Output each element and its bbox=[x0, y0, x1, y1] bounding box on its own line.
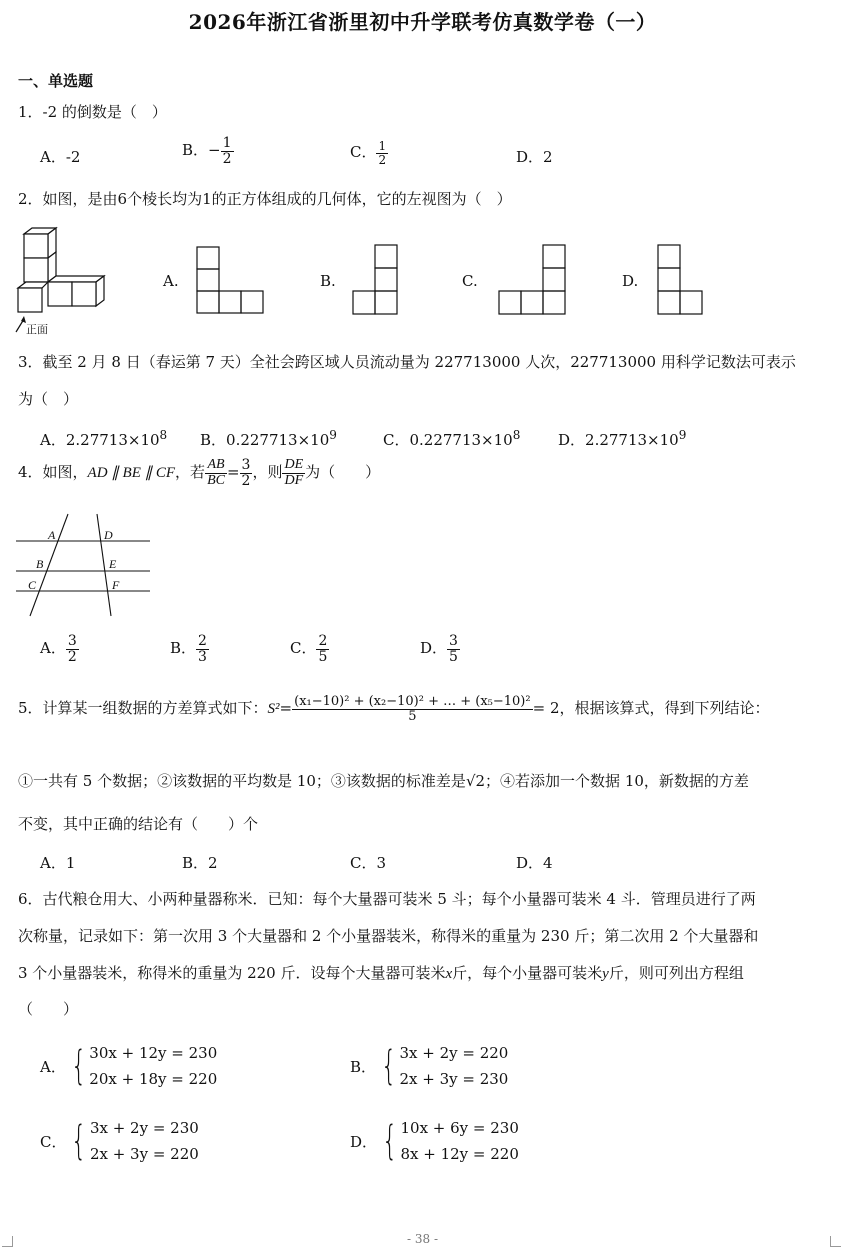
q4-three-two-fraction bbox=[240, 458, 253, 488]
q4-suffix: 为（ ） bbox=[305, 463, 381, 482]
q1-c-fraction bbox=[376, 140, 388, 166]
q1-b-den: 2 bbox=[222, 150, 232, 167]
q1-option-b[interactable] bbox=[182, 136, 234, 166]
q3-d-exp: 9 bbox=[678, 428, 687, 442]
q5-denominator: 5 bbox=[408, 708, 417, 724]
q4-d-num: 3 bbox=[449, 633, 458, 649]
q2-cube-figure bbox=[14, 224, 114, 336]
question-3-stem-line1: 3．截至 2 月 8 日（春运第 7 天）全社会跨区域人员流动量为 227713000 人次，227713000 用科学记数法可表示 bbox=[18, 353, 796, 371]
q6-line3c: 斤，则可列出方程组 bbox=[608, 964, 744, 982]
q5-sqrt2: √2 bbox=[465, 772, 486, 790]
label-e: E bbox=[109, 557, 117, 571]
q1-c-den: 2 bbox=[378, 152, 387, 167]
q4-option-b[interactable] bbox=[170, 634, 209, 664]
q2-option-b-figure[interactable] bbox=[352, 244, 402, 316]
q3-c-label: C． bbox=[383, 431, 410, 449]
q6-b-label: B． bbox=[350, 1057, 377, 1076]
label-f: F bbox=[112, 578, 120, 592]
q6-option-d[interactable] bbox=[350, 1115, 519, 1167]
q4-c-den: 5 bbox=[318, 648, 328, 665]
question-2-stem: 2．如图，是由6个棱长均为1的正方体组成的几何体，它的左视图为（ ） bbox=[18, 190, 512, 208]
q5-option-a[interactable]: A．1 bbox=[40, 854, 76, 872]
q4-d-den: 5 bbox=[449, 648, 458, 665]
q4-then: ，则 bbox=[252, 463, 283, 482]
q4-parallel: AD ∥ BE ∥ CF bbox=[87, 465, 176, 482]
q3-option-b[interactable] bbox=[200, 428, 337, 450]
brace-icon: { bbox=[382, 1118, 398, 1164]
q6-d-label: D． bbox=[350, 1132, 378, 1151]
q4-bc: BC bbox=[207, 472, 225, 488]
section-heading: 一、单选题 bbox=[18, 72, 94, 90]
q1-c-label: C． bbox=[350, 143, 377, 162]
q1-c-num: 1 bbox=[378, 139, 387, 153]
brace-icon: { bbox=[70, 1043, 87, 1089]
q6-x: x bbox=[445, 966, 453, 982]
q5-option-b[interactable]: B．2 bbox=[182, 854, 218, 872]
q6-b-eq1: 3x + 2y = 220 bbox=[399, 1044, 509, 1062]
q5-line2a: ①一共有 5 个数据；②该数据的平均数是 10；③该数据的标准差是 bbox=[18, 772, 466, 790]
q5-eq: = bbox=[279, 699, 293, 718]
q6-c-label: C． bbox=[40, 1132, 67, 1151]
q5-numerator: (x₁−10)² + (x₂−10)² + … + (x₅−10)² bbox=[294, 694, 531, 709]
q4-de-df-fraction bbox=[282, 458, 305, 488]
q4-d-label: D． bbox=[420, 639, 448, 658]
q4-parallel-lines-figure bbox=[14, 510, 154, 620]
brace-icon: { bbox=[71, 1118, 87, 1164]
label-b: B bbox=[36, 557, 44, 571]
question-1-stem: 1．-2 的倒数是（ ） bbox=[18, 103, 167, 121]
q1-option-a[interactable]: A．-2 bbox=[40, 148, 81, 166]
q4-d-fraction bbox=[447, 634, 460, 664]
q2-option-c[interactable]: C. bbox=[462, 272, 478, 290]
q3-a-base: 2.27713×10 bbox=[65, 431, 160, 449]
q1-b-label: B． bbox=[182, 141, 209, 160]
q1-option-c[interactable] bbox=[350, 140, 388, 166]
q5-variance-fraction bbox=[292, 695, 532, 723]
q4-option-c[interactable] bbox=[290, 634, 329, 664]
q4-a-den: 2 bbox=[67, 648, 77, 665]
q2-option-c-figure[interactable] bbox=[498, 244, 568, 316]
q4-eq: = bbox=[226, 463, 240, 482]
question-5-line3: 不变，其中正确的结论有（ ）个 bbox=[18, 815, 259, 833]
question-6-line2: 次称量，记录如下：第一次用 3 个大量器和 2 个小量器装米，称得米的重量为 230 斤；第二次用 2 个大量器和 bbox=[18, 927, 759, 945]
q6-b-eq2: 2x + 3y = 230 bbox=[399, 1070, 509, 1088]
q6-y: y bbox=[602, 966, 609, 982]
q4-if: ，若 bbox=[175, 463, 206, 482]
q3-c-base: 0.227713×10 bbox=[409, 431, 513, 449]
q5-option-d[interactable]: D．4 bbox=[516, 854, 553, 872]
q2-option-a-figure[interactable] bbox=[196, 246, 266, 316]
q5-suffix: ，根据该算式，得到下列结论： bbox=[559, 699, 770, 718]
q5-line2b: ；④若添加一个数据 10，新数据的方差 bbox=[485, 772, 749, 790]
question-4-stem bbox=[18, 458, 380, 488]
q4-ab: AB bbox=[205, 458, 227, 474]
q4-prefix: 4．如图， bbox=[18, 463, 88, 482]
q6-d-eq2: 8x + 12y = 220 bbox=[400, 1145, 519, 1163]
q1-b-sign: − bbox=[208, 141, 221, 160]
q4-two: 2 bbox=[241, 472, 251, 489]
q3-b-label: B． bbox=[200, 431, 227, 449]
q4-b-fraction bbox=[196, 634, 209, 664]
q2-option-a[interactable]: A. bbox=[163, 272, 179, 290]
question-6-line3 bbox=[18, 962, 744, 983]
q4-a-fraction bbox=[66, 634, 79, 664]
q3-c-exp: 8 bbox=[512, 428, 521, 442]
q4-option-a[interactable] bbox=[40, 634, 79, 664]
q6-d-eq1: 10x + 6y = 230 bbox=[400, 1119, 519, 1137]
q6-option-a[interactable] bbox=[40, 1040, 217, 1092]
q4-option-d[interactable] bbox=[420, 634, 460, 664]
q3-b-exp: 9 bbox=[329, 428, 337, 442]
question-6-line1: 6．古代粮仓用大、小两种量器称米．已知：每个大量器可装米 5 斗；每个小量器可装米 4 斗．管理员进行了两 bbox=[18, 890, 756, 908]
q2-option-d[interactable]: D. bbox=[622, 272, 639, 290]
q3-option-a[interactable] bbox=[40, 428, 167, 450]
q4-c-fraction bbox=[316, 634, 329, 664]
q4-b-den: 3 bbox=[198, 648, 207, 665]
q6-a-eq1: 30x + 12y = 230 bbox=[89, 1044, 218, 1062]
q1-option-d[interactable]: D．2 bbox=[516, 148, 553, 166]
q3-a-label: A． bbox=[40, 431, 66, 449]
q4-ab-bc-fraction bbox=[205, 458, 227, 488]
q5-result: = 2 bbox=[532, 699, 560, 718]
q4-df: DF bbox=[284, 472, 304, 488]
q4-b-label: B． bbox=[170, 639, 197, 658]
q5-option-c[interactable]: C．3 bbox=[350, 854, 387, 872]
q4-c-num: 2 bbox=[318, 633, 328, 649]
q5-prefix: 5．计算某一组数据的方差算式如下： bbox=[18, 699, 268, 718]
q5-s2: S² bbox=[267, 701, 280, 718]
q3-b-base: 0.227713×10 bbox=[226, 431, 330, 449]
q4-c-label: C． bbox=[290, 639, 317, 658]
label-d: D bbox=[104, 528, 113, 542]
brace-icon: { bbox=[381, 1043, 397, 1089]
q4-de: DE bbox=[284, 457, 304, 472]
q1-b-num: 1 bbox=[222, 135, 232, 151]
q4-three: 3 bbox=[241, 457, 251, 473]
q6-line3a: 3 个小量器装米，称得米的重量为 220 斤．设每个大量器可装米 bbox=[18, 964, 446, 982]
page-title: 2026年浙江省浙里初中升学联考仿真数学卷（一） bbox=[188, 10, 657, 34]
q6-option-c[interactable] bbox=[40, 1115, 199, 1167]
q6-c-eq2: 2x + 3y = 220 bbox=[89, 1145, 199, 1163]
q3-d-base: 2.27713×10 bbox=[585, 431, 679, 449]
q6-a-label: A． bbox=[40, 1057, 66, 1076]
q2-option-b[interactable]: B. bbox=[320, 272, 336, 290]
q1-b-fraction bbox=[221, 136, 234, 166]
question-6-line4: （ ） bbox=[18, 1000, 79, 1018]
q6-option-b[interactable] bbox=[350, 1040, 508, 1092]
front-label: 正面 bbox=[26, 323, 48, 336]
q2-option-d-figure[interactable] bbox=[657, 244, 707, 316]
question-3-stem-line2: 为（ ） bbox=[18, 390, 79, 408]
label-c: C bbox=[28, 578, 37, 592]
q3-option-c[interactable] bbox=[383, 428, 520, 450]
q6-c-eq1: 3x + 2y = 230 bbox=[89, 1119, 199, 1137]
question-5-stem bbox=[18, 695, 770, 723]
question-5-line2 bbox=[18, 770, 749, 791]
q4-a-label: A． bbox=[40, 639, 66, 658]
q3-option-d[interactable] bbox=[558, 428, 686, 450]
q4-b-num: 2 bbox=[198, 633, 207, 649]
q3-d-label: D． bbox=[558, 431, 586, 449]
label-a: A bbox=[48, 528, 56, 542]
q6-a-eq2: 20x + 18y = 220 bbox=[89, 1070, 218, 1088]
q6-line3b: 斤，每个小量器可装米 bbox=[452, 964, 603, 982]
q3-a-exp: 8 bbox=[159, 428, 168, 442]
page-number: - 38 - bbox=[406, 1232, 438, 1246]
q4-a-num: 3 bbox=[67, 633, 77, 649]
